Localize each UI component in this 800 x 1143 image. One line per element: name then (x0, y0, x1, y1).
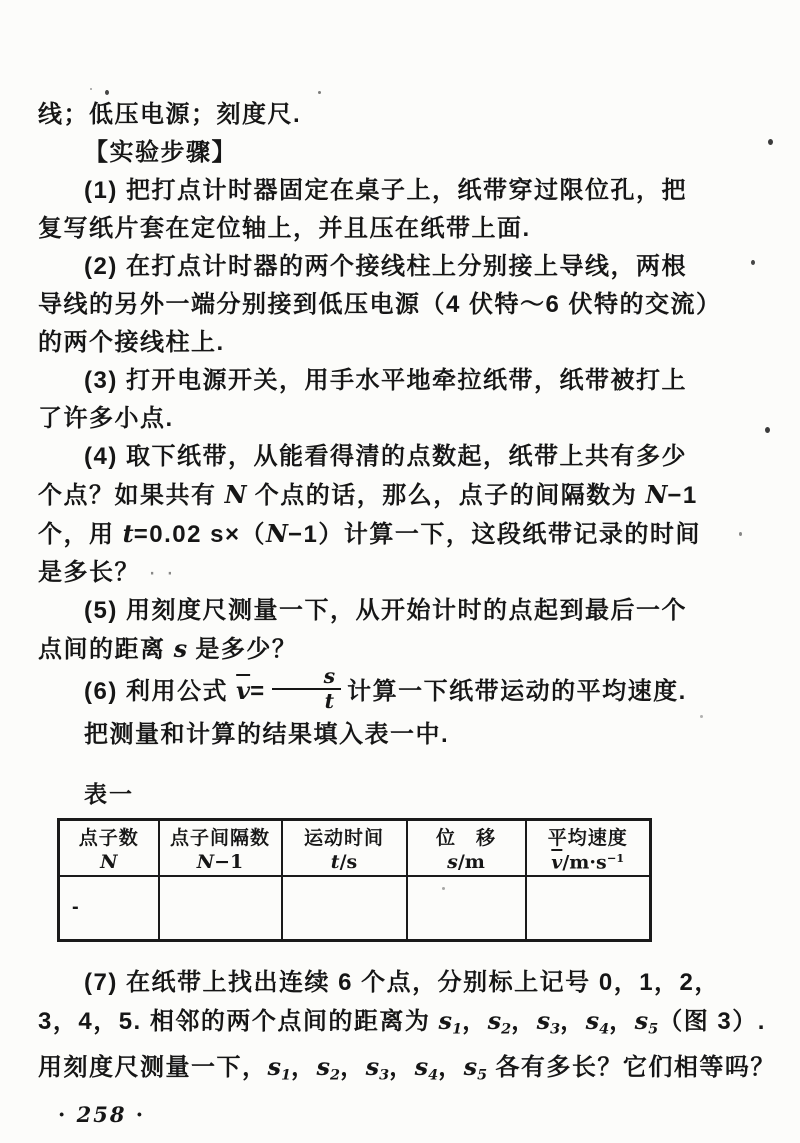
table-cell (526, 876, 651, 941)
table-header-row (59, 819, 651, 876)
step-3-line-2: 了许多小点. (38, 405, 174, 432)
step-7-line-1: (7) 在纸带上找出连续 6 个点，分别标上记号 0，1，2， (84, 968, 720, 996)
column-unit: $\overline{v}/m\cdot s^{-1}$ (551, 850, 625, 873)
column-header-dot-count (59, 819, 159, 876)
scan-speck (442, 887, 445, 890)
step-1-line-2: 复写纸片套在定位轴上，并且压在纸带上面. (38, 215, 531, 242)
column-title: 运动时间 (303, 827, 384, 849)
scan-speck (90, 88, 92, 90)
scan-speck (739, 532, 742, 536)
step-7-line-3: 用刻度尺测量一下，$s_1$，$s_2$，$s_3$，$s_4$，$s_5$ 各有多长？它们相等吗？ (38, 1052, 776, 1084)
step-5-line-2: 点间的距离 s 是多少？ (38, 634, 298, 663)
data-table-1 (57, 818, 652, 942)
step-5-line-1: (5) 用刻度尺测量一下，从开始计时的点起到最后一个 (84, 597, 687, 624)
table-cell (407, 876, 526, 941)
column-unit: t/s (330, 850, 358, 873)
scan-speck (751, 260, 755, 265)
scan-speck (768, 139, 773, 145)
step-3-line-1: (3) 打开电源开关，用手水平地牵拉纸带，纸带被打上 (84, 367, 687, 394)
section-heading-experiment-steps: 【实验步骤】 (84, 139, 237, 166)
table-cell (159, 876, 282, 941)
fill-table-instruction: 把测量和计算的结果填入表一中. (84, 720, 450, 748)
table-cell: - (59, 876, 159, 941)
column-title: 点子间隔数 (169, 827, 270, 849)
step-2-line-3: 的两个接线柱上. (38, 329, 225, 356)
step-2-line-1: (2) 在打点计时器的两个接线柱上分别接上导线，两根 (84, 253, 687, 280)
column-title: 平均速度 (547, 827, 628, 849)
page-content (38, 96, 776, 1128)
scan-speck (765, 427, 770, 433)
step-4-line-1: (4) 取下纸带，从能看得清的点数起，纸带上共有多少 (84, 443, 687, 470)
column-title: 位 移 (435, 827, 496, 849)
column-title: 点子数 (78, 827, 139, 849)
column-header-average-speed (526, 819, 651, 876)
text-line: 线；低压电源；刻度尺. (38, 101, 302, 128)
column-header-motion-time (282, 819, 407, 876)
column-unit: N (100, 850, 118, 873)
table-row (59, 876, 651, 941)
step-6-formula-line: (6) 利用公式 $\overline{v}=$ $\frac{s}{t}$ 计算一下纸带运动的平均速度. (84, 664, 687, 714)
step-4-line-3: 个，用 t=0.02 s×（N−1）计算一下，这段纸带记录的时间 (38, 519, 701, 548)
step-4-line-2: 个点？如果共有 N 个点的话，那么，点子的间隔数为 N−1 (38, 480, 698, 509)
scan-speck (700, 715, 703, 718)
step-2-line-2: 导线的另外一端分别接到低压电源（4 伏特～6 伏特的交流） (38, 291, 722, 318)
column-unit: N−1 (196, 850, 244, 873)
step-7-line-2: 3，4，5. 相邻的两个点间的距离为 $s_1$，$s_2$，$s_3$，$s_4$，$s_5$（图 3）. (38, 1005, 766, 1038)
page-number: · 258 · (58, 1102, 146, 1128)
table-caption: 表一 (84, 780, 134, 807)
step-1-line-1: (1) 把打点计时器固定在桌子上，纸带穿过限位孔，把 (84, 177, 687, 204)
scan-speck (318, 91, 321, 94)
step-4-line-4: 是多长？ · · (38, 559, 176, 586)
column-header-interval-count (159, 819, 282, 876)
column-header-displacement (407, 819, 526, 876)
table-cell (282, 876, 407, 941)
column-unit: s/m (447, 850, 485, 873)
scan-speck (105, 90, 109, 95)
